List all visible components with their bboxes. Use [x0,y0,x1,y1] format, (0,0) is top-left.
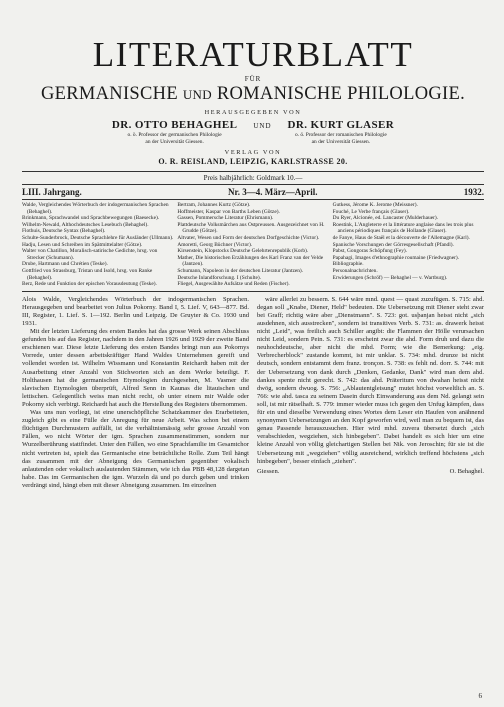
table-of-contents [22,200,484,291]
toc-entry: Brinkmann, Sprachwandel und Sprachbewegungen (Baesecke). [22,215,160,222]
toc-entry: Bertram, Johannes Kurtz (Götze). [177,202,251,208]
issue-line [22,185,484,199]
issue-year: 1932. [463,187,484,197]
review-place: Giessen. [257,467,280,475]
body-column-right [257,296,484,490]
review-paragraph: wäre allerlei zu bessern. S. 644 wäre mnd. quest — quast zuzufügen. S. 715: ahd. degan soll „Knabe, Diener, Held" bedeuten. Die Uebersetzung mit Diener steht zwar bei Graff; richtig wäre aber „Dienstmann". S. 723: got. usþanjan heisst nicht „sich ausdehnen, sich ausstrecken", sondern ist transitives Verb. S. 731: as. drawerk heisst nicht „Leid", was freilich auch Schiller angibt: die Flammen der Hölle verursachen nicht Leid, sondern Pein. S. 731: es erscheint zwar die ahd. Form druh und dazu die neuhochdeutsche, aber nicht die mhd. Form; wie die Bemerkung: „eig. Verbrecherblock" zustande kommt, ist mir unklar. S. 734: mhd. drunze ist nicht deutsch, sondern entstammt dem franz. tronçon. S. 738: es fehlt nd. dorr. S. 744: mit der Uebersetzung von dank durch „Denken, Gedanke, Dank" wird man dem ahd. dankes spente nicht gerecht. S. 742: das ahd. Präteritum von dwahan heisst nicht dwōg, sondern dwuog. S. 756: „Ablautentgleisung" mutet höchst vorweltlich an. S. 766: wie ahd. tasca zu seinem Dasein durch Einwanderung aus dem Nd. gelangt sein soll, ist mir rätselhaft. S. 779: immer wieder muss ich gegen den Unfug kämpfen, dass für ein und dieselbe Verwendung eines Wortes dem Leser ein Haufen von anähnend synonymen Uebersetzungen an den Kopf geworfen wird, weil man zu bequem ist, das genau Passende herauszusuchen. Hier wird mhd. zuvera übersetzt durch „sich verabschieden, wegziehen, sich hinbegeben". Dabei handelt es sich hier um eine kleine Anzahl von völlig gleichartigen Stellen bei Nik. von Jeroschin; für sie ist die Uebersetzung mit „wegziehen" völlig ausreichend, wirklich treffend höchstens „sich hinbegeben", besser einfach „ziehen". [257,295,484,465]
toc-entry: Spanische Vorschungen der Görresgesellschaft (Pfandl). [332,241,454,248]
toc-entry: Hoffmeister, Kaspar von Barths Leben (Götze). [177,208,280,215]
toc-entry: Bibliographie. [332,261,364,268]
masthead [22,36,484,167]
toc-column [22,202,173,288]
subtitle-part-a: GERMANISCHE [41,84,178,104]
editor-description: o. ö. Professor der romanischen Philologie [294,132,387,138]
toc-entry: Kirsenstein, Klopstocks Deutsche Gelehrtenrepublik (Korb). [177,248,309,255]
toc-entry: Pabst, Gongoras Schöpfung (Fey). [332,248,408,255]
toc-entry: Erwiderungen (Schröf) — Behaghel — v. Wartburg). [332,274,448,281]
editor-behaghel [112,119,238,145]
journal-page [22,14,484,700]
toc-column [177,202,328,288]
editor-description: o. ö. Professor der germanischen Philologie [127,132,222,138]
toc-entry: Plattdeutsche Volksmärchen aus Ostpreussen. Ausgezeichnet von H. Grudde (Götze). [177,221,325,235]
toc-entry: Gutkess, Jérome K. Jerome (Meissner). [332,202,418,208]
toc-entry: Du Ryer, Alcionée, ed. Lancaster (Mulderhauer). [332,215,439,222]
editor-name: DR. OTTO BEHAGHEL [111,119,238,131]
toc-entry: Berz, Rede und Funktion der epischen Vorausdeutung (Teske). [22,281,157,288]
toc-entry: Flothuis, Deutsche Syntax (Behaghel). [22,228,106,235]
editor-glaser [288,119,395,145]
toc-entry: Papahagi, Images d'ethnographie roumaine (Friedwagner). [332,254,460,261]
journal-title-fuer: FÜR [244,75,262,83]
review-paragraph: Mit der letzten Lieferung des ersten Bandes hat das grosse Werk seinen Abschluss gefunden bis auf das Register, nachdem in den Jahren 1926 und 1929 der zweite Band erschienen war. Diese letzte Lieferung des ersten Bandes bringt nun aus Pokornys Vorrede, unter dessen arbeitskräftiger Hand Waldes Unternehmen gereift und vollendet worden ist. Wilhelm Wissmann und Konstantin Reichardt haben mit der Ausarbeitung einer Anzahl von Stichworten sich an dem Werke beteiligt. F. Holthausen hat die germanischen Etymologien durchgesehen, M. Vasmer die slavischen Etymologien überprüft, Alfred Senn in Kaunas die litauischen und lettischen. Gelegentlich weiss man nicht recht, ob unter einem mir Walde oder Pokorny sich verbirgt. Reichardt hat auch die Herstellung des Registers übernommen. [22,328,249,408]
body-column-left [22,296,249,490]
toc-entry: Gassen, Pommersche Literatur (Ehrismann). [177,215,274,222]
price-line: Preis halbjährlich: Goldmark 10.— [203,174,303,182]
volume: LIII. Jahrgang. [22,187,82,197]
page-number: 6 [478,692,482,700]
editor-name: DR. KURT GLASER [287,119,395,131]
toc-entry: de Fanye, Haus de Staël et la découverte de l'Allemagne (Karl). [332,234,470,241]
editors [22,119,484,145]
review-signature: O. Behaghel. [449,467,484,475]
toc-entry: Deutsche Inlandforschung. I (Schulte). [177,274,262,281]
toc-entry: Altvater, Wesen und Form der deutschen Dorfgeschichte (Victor). [177,234,320,241]
journal-title: LITERATURBLATT [92,35,414,74]
toc-entry: Fouché, Le Verbe français (Glaser). [332,208,410,215]
toc-entry: Walde, Vergleichendes Wörterbuch der indogermanischen Sprachen (Behaghel). [22,202,169,215]
review-heading: Alois Walde, Vergleichendes Wörterbuch der indogermanischen Sprachen. Herausgegeben und bearbeitet von Julius Pokorny. Band I, 5. Lief. V, 643—877. Bd. III, Register, 1. Lief. S. 1—192. Berlin und Leipzig. De Gruyter & Co. 1930 und 1931. [22,295,249,327]
toc-column [333,202,484,288]
publisher: O. R. REISLAND, LEIPZIG, KARLSTRASSE 20. [158,157,348,166]
herausgegeben-label: HERAUSGEGEBEN VON [204,109,302,116]
toc-entry: Fliegel, Ausgewählte Aufsätze und Reden (Fischer). [177,281,290,288]
toc-entry: Hadju, Lesen und Schreiben im Spätmittelalter (Götze). [22,241,143,248]
toc-entry: Walter von Chatillon, Moralisch-satirische Gedichte, hrsg. von Strecker (Schumann). [22,248,158,261]
toc-entry: Schumann, Napoleon in der deutschen Literatur (Jantzen). [177,267,304,274]
review-signature-line [257,468,484,476]
editors-und: UND [253,122,272,130]
toc-entry: Amoretti, Georg Büchner (Victor). [177,241,253,248]
issue-number: Nr. 3—4. März—April. [228,187,318,197]
verlag-label: VERLAG VON [224,149,282,156]
review-paragraph: Was uns nun vorliegt, ist eine unerschöpfliche Schatzkammer des Erarbeiteten, zugleich gibt es eine Fülle der Anregung für neue Arbeit. Was schon bei einem flüchtigen Durchmustern auffällt, ist die verhältnismässig sehr grosse Anzahl von Fällen, wo nicht Wörter der igm. Sprachen zusammenstimmen, sondern nur Wurzelberührung stattfindet. Unter den Fällen, wo eine Sprachfamilie im Gesamtchor nicht vertreten ist, spielt das Germanische eine beträchtliche Rolle. Zum Teil hängt das zusammen mit der Abneigung des Germanischen gegenüber vokalisch anlautenden oder vokalisch auslautenden Stämmen, wie ich das PBB 48,128 dargetan habe. Das im Germanischen die igm. Wurzeln dā und po durch geben und trinken verdrängt sind, hängt eben mit dieser Abneigung zusammen. Im einzelnen [22,409,249,489]
toc-entry: Schulte-Sunderbrock, Deutsche Sprachlehre für Ausländer (Ullmann). [22,234,174,241]
toc-entry: Mather, Die historischen Erzählungen des Karl Franz van der Velde (Jantzen). [177,254,324,268]
review-body [22,296,484,490]
toc-entry: Drube, Hartmann und Chrétien (Teske). [22,261,108,268]
editor-description: an der Universität Giessen. [311,138,371,145]
subtitle-und: UND [182,87,212,102]
toc-entry: Wilhelm-Newald, Althochdeutsches Lesebuch (Behaghel). [22,221,149,228]
editor-description: an der Universität Giessen. [145,138,204,145]
toc-entry: Roestink, L'Angleterre et la littérature anglaise dans les trois plus anciens périodiques français de Hollande (Glaser). [332,221,474,235]
toc-entry: Personalnachrichten. [332,267,378,274]
journal-subtitle [22,84,484,105]
toc-entry: Gottfried von Strassburg, Tristan und Isold, hrsg. von Ranke (Behaghel). [22,267,153,281]
divider [22,291,484,292]
subtitle-part-b: ROMANISCHE PHILOLOGIE. [216,84,465,104]
